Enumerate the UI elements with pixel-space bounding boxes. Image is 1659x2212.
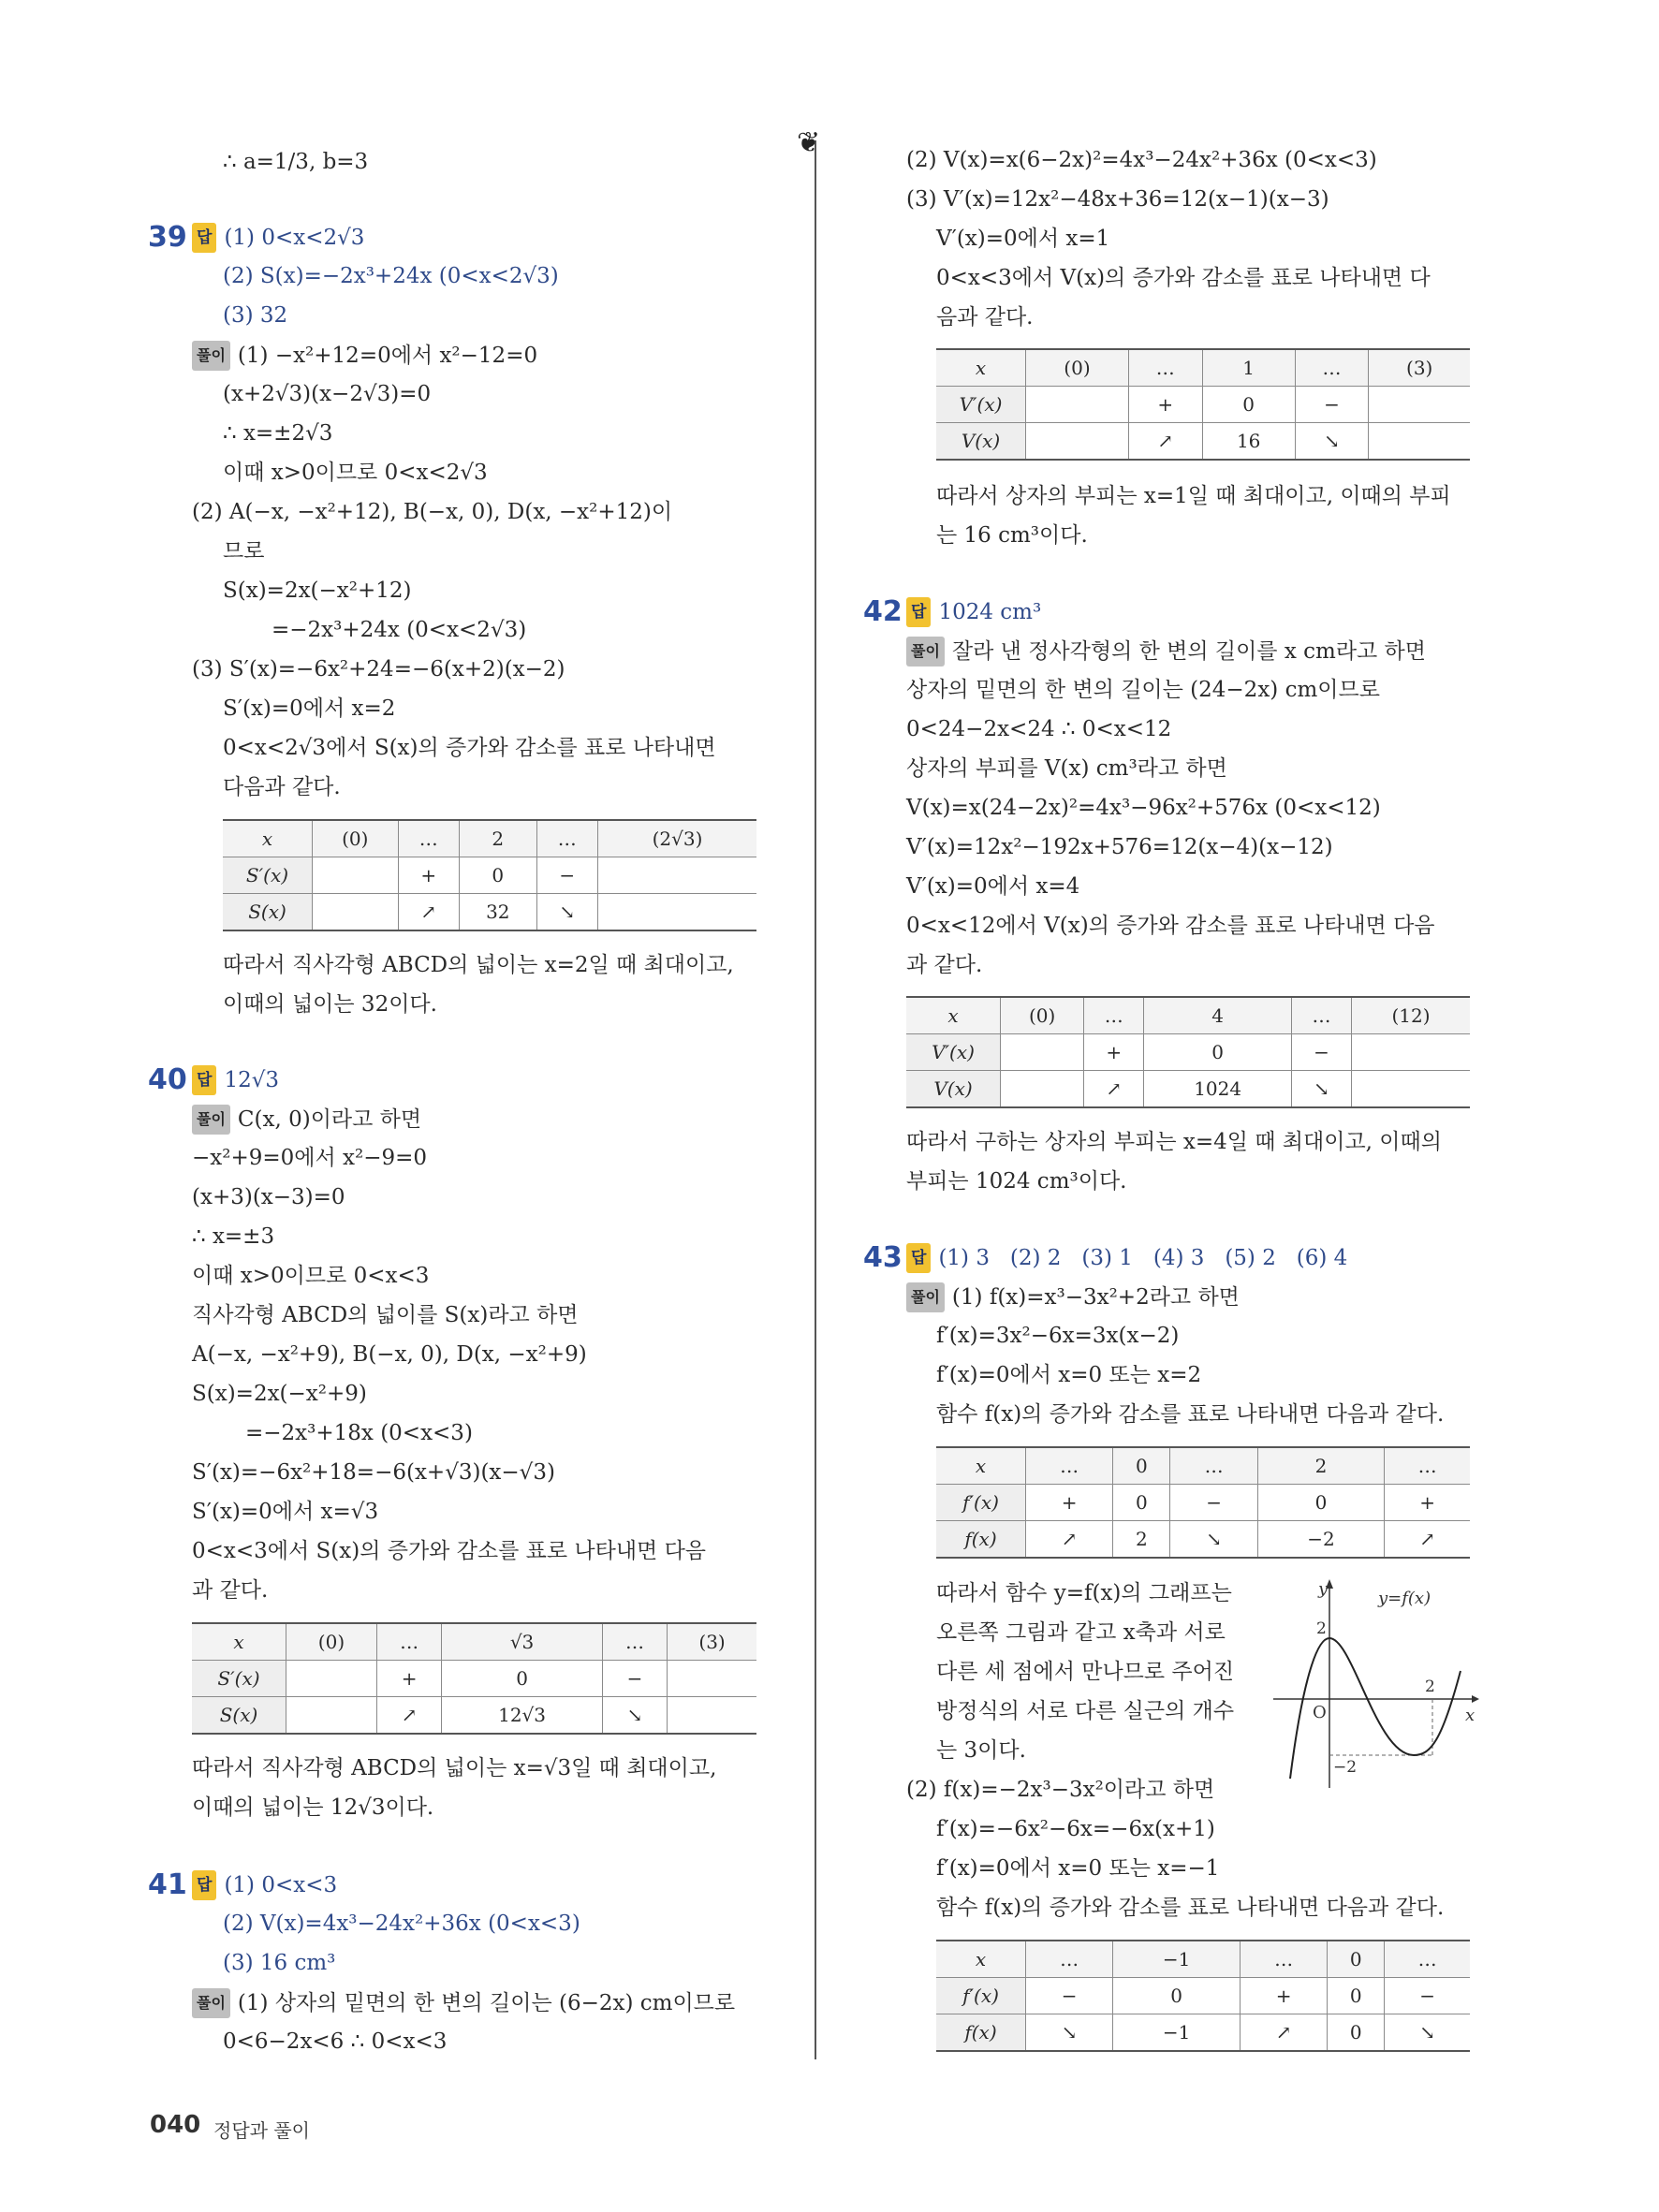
answer-line: 답 (1) 3 (2) 2 (3) 1 (4) 3 (5) 2 (6) 4 <box>906 1243 1347 1273</box>
page-number: 040 <box>150 2111 201 2139</box>
graph-text-line: 따라서 함수 y=f(x)의 그래프는 <box>936 1581 1232 1605</box>
solution-line: S′(x)=0에서 x=2 <box>223 696 396 721</box>
solution-line: ∴ x=±3 <box>192 1224 275 1249</box>
conclusion-line: 따라서 직사각형 ABCD의 넓이는 x=√3일 때 최대이고, <box>192 1756 717 1780</box>
solution-line: −x²+9=0에서 x²−9=0 <box>192 1146 428 1170</box>
variation-table: x … −1 … 0 … f′(x) − 0 + 0 − f(x) ↘ −1 ↗ 0 ↘ <box>936 1940 1470 2052</box>
solution-line: 상자의 부피를 V(x) cm³라고 하면 <box>906 756 1227 781</box>
divider-ornament-icon: ❦ <box>797 126 821 159</box>
solution-line: 0<x<2√3에서 S(x)의 증가와 감소를 표로 나타내면 <box>223 736 716 760</box>
conclusion-line: 부피는 1024 cm³이다. <box>906 1169 1127 1194</box>
solution-line: S′(x)=−6x²+18=−6(x+√3)(x−√3) <box>192 1460 555 1485</box>
variation-table: x (0) … √3 … (3) S′(x) + 0 − S(x) ↗ 12√3 ↘ <box>192 1622 756 1735</box>
y-axis-label: y <box>1318 1579 1329 1599</box>
answer-line: 답 (1) 0<x<2√3 <box>192 223 364 253</box>
origin-label: O <box>1313 1703 1327 1722</box>
tick-label: 2 <box>1425 1677 1435 1696</box>
solution-line: 0<24−2x<24 ∴ 0<x<12 <box>906 717 1172 741</box>
solution-line: 풀이 (1) 상자의 밑면의 한 변의 길이는 (6−2x) cm이므로 <box>192 1988 735 2018</box>
solution-line: f′(x)=0에서 x=0 또는 x=2 <box>936 1363 1202 1387</box>
answer-line: 답 (1) 0<x<3 <box>192 1870 337 1900</box>
conclusion-line: 이때의 넓이는 32이다. <box>223 992 437 1017</box>
solution-line: =−2x³+18x (0<x<3) <box>245 1421 473 1445</box>
answer-line: (2) V(x)=4x³−24x²+36x (0<x<3) <box>223 1912 580 1936</box>
variation-table: x … 0 … 2 … f′(x) + 0 − 0 + f(x) ↗ 2 ↘ −2 ↗ <box>936 1446 1470 1559</box>
problem-number: 40 <box>148 1063 187 1096</box>
solution-line: 이때 x>0이므로 0<x<3 <box>192 1264 430 1288</box>
conclusion-line: 따라서 구하는 상자의 부피는 x=4일 때 최대이고, 이때의 <box>906 1130 1442 1154</box>
variation-table: x (0) … 4 … (12) V′(x) + 0 − V(x) ↗ 1024 ↘ <box>906 996 1470 1108</box>
page-footer-label: 정답과 풀이 <box>213 2119 310 2142</box>
solution-line: V′(x)=12x²−192x+576=12(x−4)(x−12) <box>906 835 1333 859</box>
variation-table: x (0) … 1 … (3) V′(x) + 0 − V(x) ↗ 16 ↘ <box>936 348 1470 461</box>
solution-line: =−2x³+24x (0<x<2√3) <box>272 618 527 642</box>
conclusion-line: 따라서 직사각형 ABCD의 넓이는 x=2일 때 최대이고, <box>223 953 734 977</box>
solution-line: 상자의 밑면의 한 변의 길이는 (24−2x) cm이므로 <box>906 678 1380 702</box>
solution-line: f′(x)=3x²−6x=3x(x−2) <box>936 1324 1180 1348</box>
solution-line: 0<6−2x<6 ∴ 0<x<3 <box>223 2029 448 2054</box>
variation-table: x (0) … 2 … (2√3) S′(x) + 0 − S(x) ↗ 32 ↘ <box>223 819 756 931</box>
solution-line: 0<x<12에서 V(x)의 증가와 감소를 표로 나타내면 다음 <box>906 914 1435 938</box>
solution-line: V(x)=x(24−2x)²=4x³−96x²+576x (0<x<12) <box>906 796 1381 820</box>
solution-line: 이때 x>0이므로 0<x<2√3 <box>223 461 488 485</box>
solution-line: (2) A(−x, −x²+12), B(−x, 0), D(x, −x²+12)이 <box>192 500 673 524</box>
answer-line: (3) 16 cm³ <box>223 1951 336 1975</box>
answer-line: 답 12√3 <box>192 1065 279 1095</box>
graph-text-line: 는 3이다. <box>936 1738 1026 1763</box>
answer-line: (2) S(x)=−2x³+24x (0<x<2√3) <box>223 264 559 288</box>
solution-line: 함수 f(x)의 증가와 감소를 표로 나타내면 다음과 같다. <box>936 1896 1445 1920</box>
solution-line: 풀이 (1) f(x)=x³−3x²+2라고 하면 <box>906 1282 1240 1312</box>
answer-line: 답 1024 cm³ <box>906 597 1041 627</box>
conclusion-line: 는 16 cm³이다. <box>936 523 1088 548</box>
solution-line: V′(x)=0에서 x=4 <box>906 874 1080 899</box>
solution-line: (3) V′(x)=12x²−48x+36=12(x−1)(x−3) <box>906 187 1329 212</box>
column-divider <box>815 140 816 2059</box>
solution-line: 함수 f(x)의 증가와 감소를 표로 나타내면 다음과 같다. <box>936 1402 1445 1427</box>
solution-line: 과 같다. <box>192 1578 269 1603</box>
answer-line: (3) 32 <box>223 303 288 328</box>
tick-label: 2 <box>1316 1619 1327 1638</box>
solution-line: S(x)=2x(−x²+9) <box>192 1382 367 1406</box>
solution-line: 풀이 (1) −x²+12=0에서 x²−12=0 <box>192 341 537 371</box>
graph-text-line: 다른 세 점에서 만나므로 주어진 <box>936 1660 1235 1684</box>
graph-text-line: 오른쪽 그림과 같고 x축과 서로 <box>936 1620 1226 1645</box>
solution-line: (x+3)(x−3)=0 <box>192 1185 345 1209</box>
cubic-graph <box>1273 1577 1479 1788</box>
solution-line: 과 같다. <box>906 953 983 977</box>
solution-line: (3) S′(x)=−6x²+24=−6(x+2)(x−2) <box>192 657 565 681</box>
conclusion-line: 이때의 넓이는 12√3이다. <box>192 1795 434 1820</box>
conclusion-line: 따라서 상자의 부피는 x=1일 때 최대이고, 이때의 부피 <box>936 484 1451 508</box>
problem-number: 43 <box>863 1241 903 1274</box>
problem-number: 42 <box>863 595 903 628</box>
solution-line: (2) V(x)=x(6−2x)²=4x³−24x²+36x (0<x<3) <box>906 148 1377 172</box>
problem-number: 39 <box>148 221 187 254</box>
curve-label: y=f(x) <box>1378 1589 1431 1608</box>
solution-line: 다음과 같다. <box>223 775 341 799</box>
solution-line: (2) f(x)=−2x³−3x²이라고 하면 <box>906 1778 1215 1802</box>
problem-number: 41 <box>148 1868 187 1901</box>
solution-line: f′(x)=−6x²−6x=−6x(x+1) <box>936 1817 1215 1841</box>
solution-line: 음과 같다. <box>936 305 1034 330</box>
solution-line: V′(x)=0에서 x=1 <box>936 227 1110 251</box>
solution-line: A(−x, −x²+9), B(−x, 0), D(x, −x²+9) <box>192 1342 587 1367</box>
solution-line: 풀이 C(x, 0)이라고 하면 <box>192 1105 421 1135</box>
x-axis-label: x <box>1465 1706 1475 1725</box>
tick-label: −2 <box>1333 1758 1358 1777</box>
graph-text-line: 방정식의 서로 다른 실근의 개수 <box>936 1699 1235 1723</box>
solution-line: f′(x)=0에서 x=0 또는 x=−1 <box>936 1856 1220 1881</box>
solution-line: 풀이 잘라 낸 정사각형의 한 변의 길이를 x cm라고 하면 <box>906 637 1426 667</box>
solution-line: 0<x<3에서 V(x)의 증가와 감소를 표로 나타내면 다 <box>936 266 1431 290</box>
solution-line: 0<x<3에서 S(x)의 증가와 감소를 표로 나타내면 다음 <box>192 1539 707 1563</box>
solution-line: (x+2√3)(x−2√3)=0 <box>223 382 432 406</box>
solution-line: S(x)=2x(−x²+12) <box>223 579 412 603</box>
x-axis-arrow-icon <box>1472 1695 1479 1703</box>
solution-line: 므로 <box>223 539 265 564</box>
text-line: ∴ a=1/3, b=3 <box>223 150 369 174</box>
solution-line: 직사각형 ABCD의 넓이를 S(x)라고 하면 <box>192 1303 579 1327</box>
solution-line: S′(x)=0에서 x=√3 <box>192 1500 379 1524</box>
solution-line: ∴ x=±2√3 <box>223 421 333 446</box>
